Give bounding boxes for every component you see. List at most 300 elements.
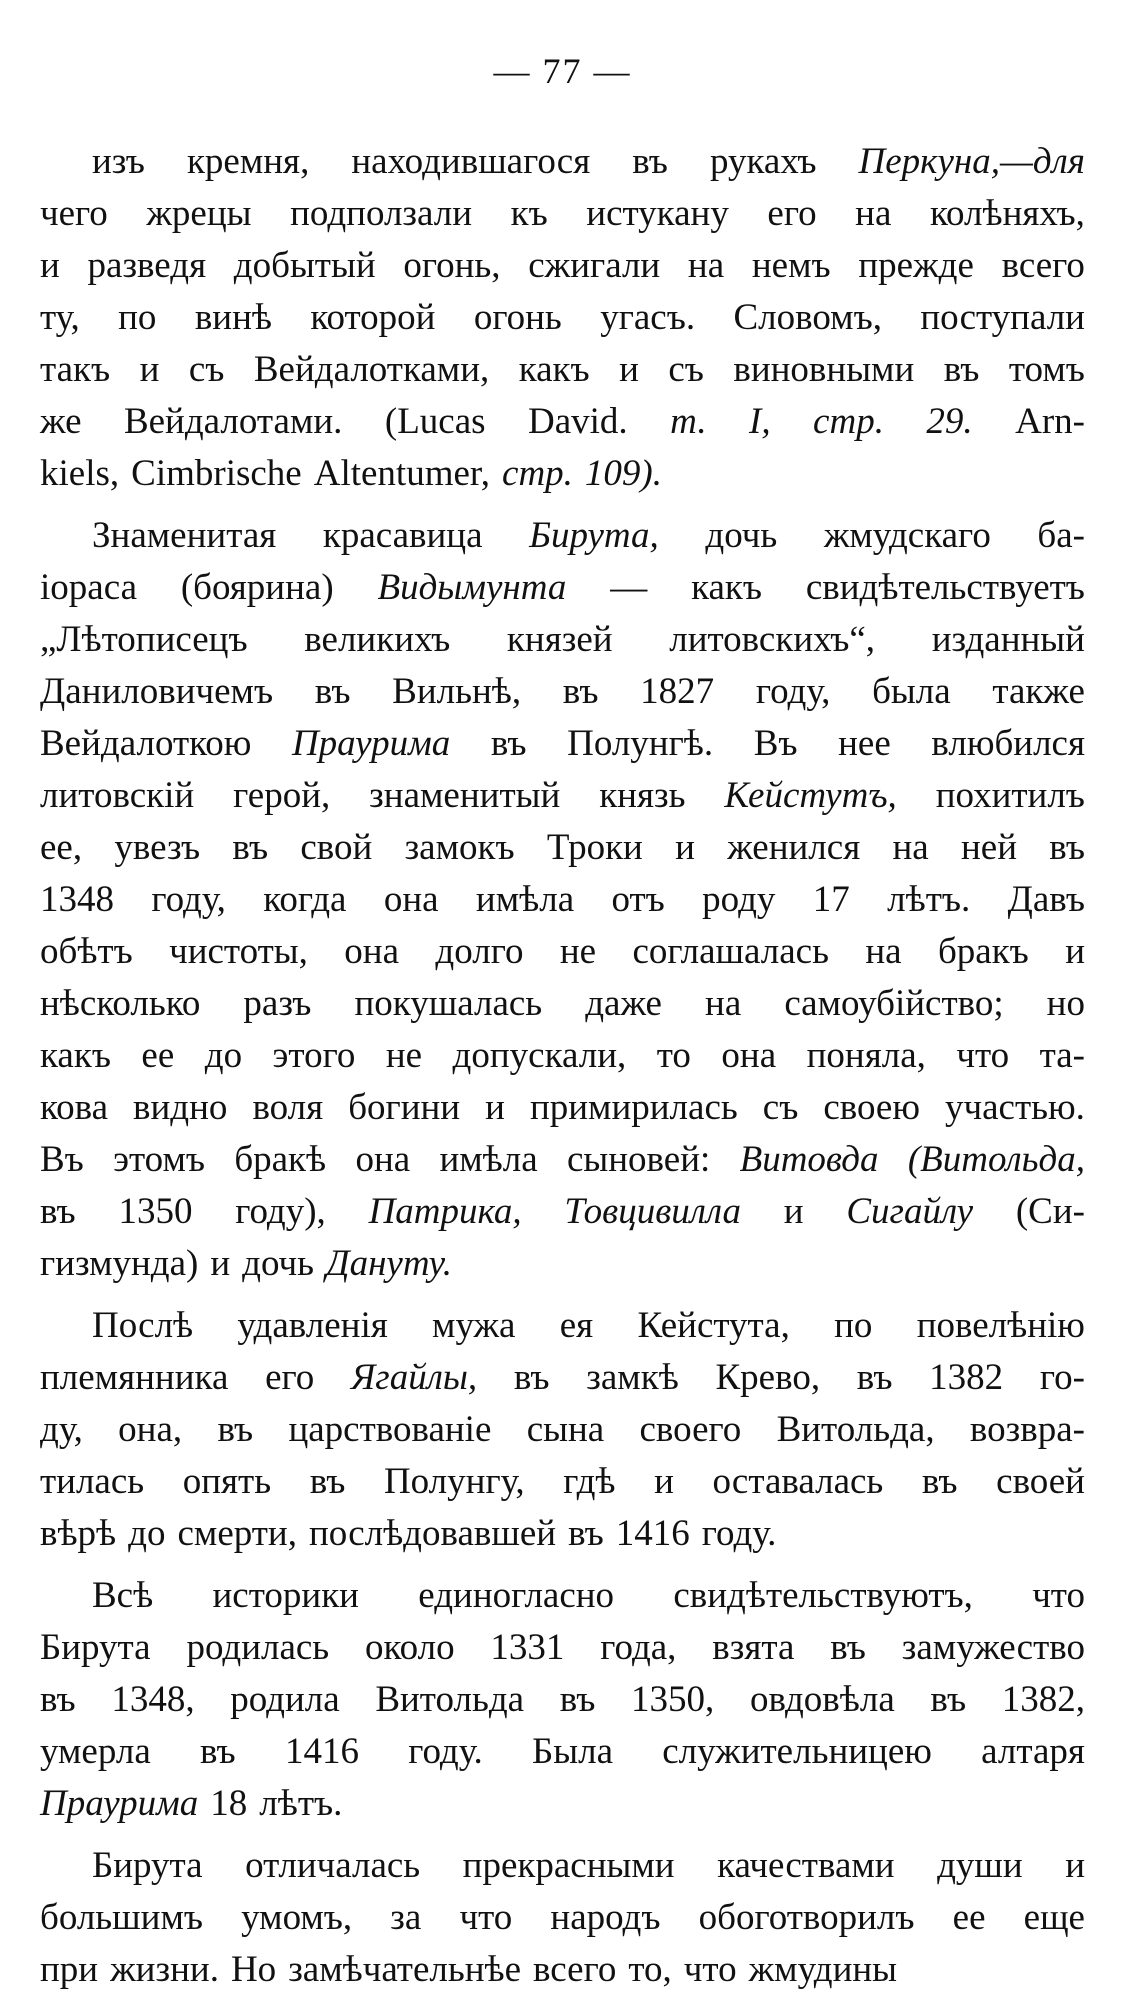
word: умомъ, xyxy=(241,1897,353,1938)
word: опять xyxy=(182,1461,272,1502)
word: виновными xyxy=(733,349,915,390)
word: 1827 xyxy=(640,671,715,712)
word: ее, xyxy=(40,827,83,868)
word: она xyxy=(355,1139,411,1180)
word: 1350, xyxy=(631,1679,715,1720)
word: чего xyxy=(40,193,108,234)
word: похитилъ xyxy=(935,775,1085,816)
word: т. xyxy=(670,401,707,442)
word: этомъ xyxy=(113,1139,206,1180)
text-line xyxy=(40,1892,1085,1944)
word: ея xyxy=(559,1305,594,1346)
word: смерти, xyxy=(177,1513,297,1554)
word: Сигайлу xyxy=(846,1191,974,1232)
word: Дануту. xyxy=(326,1243,452,1284)
word: ду, xyxy=(40,1409,83,1450)
text-line xyxy=(40,1778,1085,1830)
word: воля xyxy=(252,1087,324,1128)
word: году), xyxy=(235,1191,326,1232)
word: Кейстутъ, xyxy=(724,775,897,816)
word: взята xyxy=(712,1627,795,1668)
word: обѣтъ xyxy=(40,931,133,972)
text-line xyxy=(40,1404,1085,1456)
word: то, xyxy=(628,1949,672,1990)
word: прекрасными xyxy=(462,1845,675,1886)
word: Вейдалоткою xyxy=(40,723,252,764)
word: Праурима xyxy=(40,1783,199,1824)
word: Была xyxy=(532,1731,613,1772)
word: та- xyxy=(1039,1035,1085,1076)
word: и xyxy=(1065,1845,1085,1886)
word: Вейдалотами. xyxy=(123,401,343,442)
word: 109). xyxy=(584,453,662,494)
word: еще xyxy=(1023,1897,1085,1938)
word: Всѣ xyxy=(92,1575,154,1616)
word: го- xyxy=(1039,1357,1085,1398)
page-number: — 77 — xyxy=(493,51,632,91)
word: что xyxy=(1032,1575,1085,1616)
word: въ xyxy=(559,1679,596,1720)
word: покушалась xyxy=(354,983,543,1024)
word: въ xyxy=(200,1731,236,1772)
word: что xyxy=(459,1897,513,1938)
word: — xyxy=(610,567,648,608)
word: стр. xyxy=(813,401,884,442)
word: въ xyxy=(856,1357,893,1398)
text-line xyxy=(40,978,1085,1030)
word: Послѣ xyxy=(92,1305,194,1346)
word: его xyxy=(767,193,817,234)
word: увезъ xyxy=(114,827,201,868)
word: кремня, xyxy=(186,141,310,182)
word: Полунгу, xyxy=(383,1461,525,1502)
word: также xyxy=(992,671,1085,712)
word: kiels, xyxy=(40,453,120,494)
word: Вильнѣ, xyxy=(392,671,522,712)
word: дочь xyxy=(242,1243,315,1284)
word: и xyxy=(485,1087,505,1128)
text-line xyxy=(40,1082,1085,1134)
word: вѣрѣ xyxy=(40,1513,117,1554)
text-line xyxy=(40,1622,1085,1674)
word: герой, xyxy=(233,775,331,816)
word: тилась xyxy=(40,1461,145,1502)
word: іораса xyxy=(40,567,137,608)
word: влюбился xyxy=(931,723,1085,764)
word: жрецы xyxy=(146,193,252,234)
word: въ xyxy=(217,1409,254,1450)
word: роду xyxy=(702,879,776,920)
word: удавленія xyxy=(237,1305,388,1346)
text-line xyxy=(40,1726,1085,1778)
word: David. xyxy=(528,401,628,442)
word: литовскій xyxy=(40,775,195,816)
word: 1382, xyxy=(1001,1679,1085,1720)
word: царствованіе xyxy=(288,1409,492,1450)
word: такъ xyxy=(40,349,111,390)
word: къ xyxy=(510,193,548,234)
text-line xyxy=(40,1456,1085,1508)
word: соглашалась xyxy=(632,931,829,972)
word: своего xyxy=(639,1409,742,1450)
word: находившагося xyxy=(351,141,591,182)
word: на xyxy=(855,193,892,234)
word: и xyxy=(675,827,695,868)
word: огонь xyxy=(473,297,562,338)
word: немъ xyxy=(751,245,831,286)
paragraph xyxy=(40,510,1085,1290)
word: бракѣ xyxy=(234,1139,327,1180)
text-line xyxy=(40,1352,1085,1404)
word: на xyxy=(892,827,929,868)
word: и xyxy=(783,1191,804,1232)
word: 1382 xyxy=(929,1357,1004,1398)
word: Полунгѣ. xyxy=(567,723,714,764)
word: Вейдалотками, xyxy=(253,349,490,390)
word: 29. xyxy=(926,401,973,442)
word: свой xyxy=(300,827,373,868)
word: изданный xyxy=(931,619,1085,660)
word: она xyxy=(721,1035,777,1076)
word: въ xyxy=(568,1513,604,1554)
word: она xyxy=(383,879,439,920)
word: ту, xyxy=(40,297,80,338)
word: долго xyxy=(435,931,524,972)
word: на xyxy=(687,245,725,286)
word: въ xyxy=(232,827,269,868)
word: то xyxy=(656,1035,691,1076)
word: не xyxy=(385,1035,423,1076)
word: 1348 xyxy=(40,879,114,920)
word: разъ xyxy=(243,983,312,1024)
word: большимъ xyxy=(40,1897,204,1938)
paragraph xyxy=(40,1300,1085,1560)
word: за xyxy=(390,1897,422,1938)
word: замужество xyxy=(901,1627,1085,1668)
text-line xyxy=(40,562,1085,614)
word: участью. xyxy=(945,1087,1085,1128)
word: отъ xyxy=(611,879,665,920)
word: въ xyxy=(309,1461,346,1502)
word: Даниловичемъ xyxy=(40,671,274,712)
word: мужа xyxy=(432,1305,516,1346)
word: въ xyxy=(40,1679,76,1720)
word: какъ xyxy=(518,349,590,390)
word: при xyxy=(40,1949,99,1990)
word: жмудины xyxy=(748,1949,898,1990)
word: ней xyxy=(960,827,1018,868)
word: этого xyxy=(272,1035,356,1076)
word: Ягайлы, xyxy=(350,1357,478,1398)
word: поступали xyxy=(920,297,1085,338)
word: въ xyxy=(1049,827,1085,868)
word: которой xyxy=(310,297,436,338)
word: же xyxy=(40,401,82,442)
word: единогласно xyxy=(418,1575,615,1616)
word: разведя xyxy=(87,245,207,286)
text-line xyxy=(40,1508,1085,1560)
word: 1416 xyxy=(284,1731,359,1772)
word: Перкуна,—для xyxy=(858,141,1085,182)
word: въ xyxy=(513,1357,550,1398)
word: изъ xyxy=(92,141,145,182)
word: истукану xyxy=(586,193,729,234)
word: винѣ xyxy=(194,297,272,338)
word: и xyxy=(139,349,160,390)
word: она xyxy=(344,931,400,972)
word: поняла, xyxy=(806,1035,926,1076)
word: до xyxy=(204,1035,243,1076)
word: Праурима xyxy=(291,723,451,764)
word: съ xyxy=(762,1087,799,1128)
word: въ xyxy=(40,1191,76,1232)
word: въ xyxy=(632,141,668,182)
word: въ xyxy=(930,1679,967,1720)
word: литовскихъ“, xyxy=(669,619,876,660)
text-line xyxy=(40,510,1085,562)
word: въ xyxy=(943,349,980,390)
word: 1331 xyxy=(490,1627,565,1668)
text-line xyxy=(40,926,1085,978)
word: замѣчательнѣе xyxy=(288,1949,522,1990)
word: рукахъ xyxy=(709,141,817,182)
text-line xyxy=(40,1300,1085,1352)
word: сына xyxy=(526,1409,605,1450)
text-line xyxy=(40,1840,1085,1892)
word: кова xyxy=(40,1087,109,1128)
word: стр. xyxy=(502,453,573,494)
word: добытый xyxy=(233,245,376,286)
word: года, xyxy=(600,1627,677,1668)
word: допускали, xyxy=(452,1035,627,1076)
word: въ xyxy=(921,1461,958,1502)
word: видно xyxy=(133,1087,228,1128)
text-line xyxy=(40,292,1085,344)
word: дочь xyxy=(705,515,778,556)
word: Крево, xyxy=(715,1357,821,1398)
word: умерла xyxy=(40,1731,151,1772)
word: Но xyxy=(230,1949,277,1990)
word: какъ xyxy=(691,567,763,608)
word: Arn- xyxy=(1015,401,1085,442)
word: и xyxy=(210,1243,231,1284)
word: Знаменитая xyxy=(92,515,277,556)
word: что xyxy=(956,1035,1010,1076)
word: подползали xyxy=(290,193,473,234)
word: его xyxy=(265,1357,315,1398)
word: колѣняхъ, xyxy=(929,193,1085,234)
text-line xyxy=(40,188,1085,240)
word: обоготворилъ xyxy=(698,1897,915,1938)
text-line xyxy=(40,718,1085,770)
word: въ xyxy=(314,671,351,712)
word: князей xyxy=(506,619,613,660)
word: великихъ xyxy=(304,619,451,660)
text-line xyxy=(40,1570,1085,1622)
paragraph xyxy=(40,1840,1085,1996)
word: Въ xyxy=(40,1139,84,1180)
word: 1348, xyxy=(111,1679,195,1720)
word: даже xyxy=(585,983,662,1024)
word: жмудскаго xyxy=(823,515,991,556)
word: повелѣнію xyxy=(916,1305,1085,1346)
word: на xyxy=(705,983,742,1024)
word: не xyxy=(559,931,597,972)
word: году, xyxy=(755,671,831,712)
text-line xyxy=(40,770,1085,822)
text-line xyxy=(40,874,1085,926)
text-line xyxy=(40,1238,1085,1290)
paragraph xyxy=(40,1570,1085,1830)
word: сжигали xyxy=(528,245,661,286)
word: самоубійство; xyxy=(784,983,1004,1024)
word: съ xyxy=(188,349,225,390)
text-line xyxy=(40,1186,1085,1238)
word: оставалась xyxy=(712,1461,884,1502)
text-line xyxy=(40,1134,1085,1186)
word: (боярина) xyxy=(180,567,334,608)
word: до xyxy=(128,1513,166,1554)
word: въ xyxy=(830,1627,866,1668)
word: по xyxy=(118,297,157,338)
word: народъ xyxy=(550,1897,661,1938)
word: Товцивилла xyxy=(564,1191,742,1232)
word: по xyxy=(834,1305,873,1346)
word: имѣла xyxy=(439,1139,538,1180)
word: она, xyxy=(118,1409,183,1450)
word: послѣдовавшей xyxy=(308,1513,557,1554)
word: (Витольда, xyxy=(907,1139,1085,1180)
word: 18 xyxy=(210,1783,248,1824)
word: и xyxy=(619,349,639,390)
book-page xyxy=(40,0,1085,1990)
word: примирилась xyxy=(529,1087,738,1128)
body-text xyxy=(40,136,1085,2006)
text-line xyxy=(40,344,1085,396)
word: ее xyxy=(141,1035,175,1076)
word: гдѣ xyxy=(563,1461,616,1502)
word: и xyxy=(1065,931,1085,972)
word: Altentumer, xyxy=(313,453,491,494)
word: году, xyxy=(151,879,226,920)
word: гизмунда) xyxy=(40,1243,199,1284)
word: около xyxy=(365,1627,455,1668)
word: была xyxy=(872,671,951,712)
word: бракъ xyxy=(937,931,1029,972)
word: и xyxy=(40,245,60,286)
word: Давъ xyxy=(1007,879,1085,920)
word: что xyxy=(683,1949,737,1990)
word: въ xyxy=(490,723,527,764)
word: чистоты, xyxy=(169,931,308,972)
word: на xyxy=(865,931,902,972)
word: году. xyxy=(701,1513,777,1554)
word: „Лѣтописецъ xyxy=(40,619,248,660)
word: лѣтъ. xyxy=(259,1783,343,1824)
word: родилась xyxy=(186,1627,330,1668)
word: Словомъ, xyxy=(733,297,882,338)
word: I, xyxy=(749,401,771,442)
word: и xyxy=(654,1461,674,1502)
word: замкѣ xyxy=(586,1357,679,1398)
word: Патрика, xyxy=(368,1191,522,1232)
word: Бирута, xyxy=(529,515,659,556)
word: Кейстута, xyxy=(637,1305,790,1346)
word: (Lucas xyxy=(384,401,486,442)
text-line xyxy=(40,136,1085,188)
word: 17 xyxy=(812,879,850,920)
word: какъ xyxy=(40,1035,111,1076)
word: нѣсколько xyxy=(40,983,201,1024)
text-line xyxy=(40,396,1085,448)
word: богини xyxy=(348,1087,461,1128)
word: лѣтъ. xyxy=(887,879,971,920)
word: Витольда xyxy=(375,1679,525,1720)
word: овдовѣла xyxy=(749,1679,895,1720)
word: красавица xyxy=(322,515,483,556)
word: Cimbrische xyxy=(131,453,302,494)
word: свидѣтельствуетъ xyxy=(805,567,1085,608)
word: знаменитый xyxy=(369,775,561,816)
word: ба- xyxy=(1037,515,1085,556)
word: Витовда xyxy=(739,1139,879,1180)
word: 1350 xyxy=(118,1191,193,1232)
word: всего xyxy=(533,1949,617,1990)
text-line xyxy=(40,822,1085,874)
word: свидѣтельствуютъ, xyxy=(673,1575,973,1616)
word: когда xyxy=(263,879,347,920)
word: Бирута xyxy=(92,1845,203,1886)
word: Витольда, xyxy=(776,1409,935,1450)
word: родила xyxy=(230,1679,340,1720)
word: томъ xyxy=(1008,349,1085,390)
word: алтаря xyxy=(981,1731,1085,1772)
word: жизни. xyxy=(110,1949,219,1990)
word: Въ xyxy=(753,723,798,764)
word: князь xyxy=(599,775,686,816)
word: своей xyxy=(996,1461,1085,1502)
word: качествами xyxy=(717,1845,895,1886)
word: своею xyxy=(823,1087,920,1128)
word: сыновей: xyxy=(566,1139,711,1180)
word: прежде xyxy=(858,245,974,286)
word: огонь, xyxy=(403,245,501,286)
word: Троки xyxy=(546,827,643,868)
text-line xyxy=(40,1944,1085,1996)
word: 1416 xyxy=(615,1513,690,1554)
word: возвра- xyxy=(969,1409,1085,1450)
word: всего xyxy=(1001,245,1085,286)
word: году. xyxy=(408,1731,483,1772)
text-line xyxy=(40,666,1085,718)
text-line xyxy=(40,1030,1085,1082)
word: съ xyxy=(668,349,704,390)
paragraph xyxy=(40,136,1085,500)
word: замокъ xyxy=(404,827,515,868)
text-line xyxy=(40,1674,1085,1726)
word: но xyxy=(1046,983,1085,1024)
text-line xyxy=(40,614,1085,666)
word: имѣла xyxy=(475,879,575,920)
word: (Си- xyxy=(1015,1191,1085,1232)
word: души xyxy=(937,1845,1023,1886)
word: Бирута xyxy=(40,1627,151,1668)
word: отличалась xyxy=(245,1845,421,1886)
word: нее xyxy=(838,723,891,764)
word: племянника xyxy=(40,1357,229,1398)
text-line xyxy=(40,240,1085,292)
word: служительницею xyxy=(662,1731,932,1772)
